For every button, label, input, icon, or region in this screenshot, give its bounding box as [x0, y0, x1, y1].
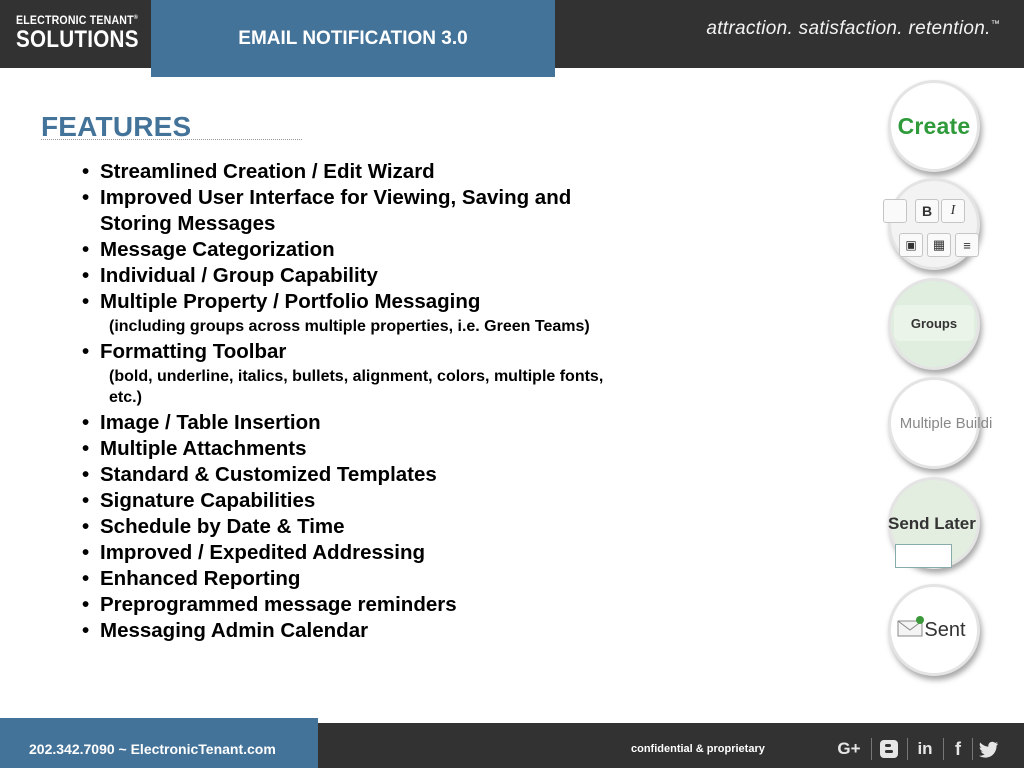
social-divider [943, 738, 944, 760]
create-thumbnail [888, 80, 980, 172]
groups-thumbnail [888, 278, 980, 370]
feature-item [82, 462, 642, 488]
bullet-icon: • [82, 567, 90, 590]
feature-sublabel: (including groups across multiple properties, i.e. Green Teams) [109, 318, 590, 335]
bullet-icon: • [82, 541, 90, 564]
feature-item [82, 488, 642, 514]
linkedin-icon[interactable]: in [917, 739, 933, 758]
sent-thumbnail [888, 584, 980, 676]
bullet-icon: • [82, 489, 90, 512]
feature-item [82, 514, 642, 540]
feature-item [82, 540, 642, 566]
bullet-icon: • [82, 437, 90, 460]
bullet-icon: • [82, 238, 90, 261]
blogger-icon[interactable] [878, 738, 900, 760]
feature-label: Enhanced Reporting [100, 567, 301, 590]
bullet-icon: • [82, 411, 90, 434]
tagline-text: attraction. satisfaction. retention. [706, 18, 991, 39]
feature-item [82, 436, 642, 462]
logo-registered-mark: ® [133, 15, 139, 21]
feature-label: Signature Capabilities [100, 489, 316, 512]
feature-label: Message Categorization [100, 238, 335, 261]
feature-item [82, 289, 642, 337]
feature-label: Image / Table Insertion [100, 411, 321, 434]
formatting-toolbar-thumbnail [888, 178, 980, 270]
social-divider [907, 738, 908, 760]
page-title: EMAIL NOTIFICATION 3.0 [238, 28, 468, 49]
trademark-mark: ™ [990, 18, 1000, 29]
feature-label: Schedule by Date & Time [100, 515, 345, 538]
feature-list [82, 159, 642, 644]
feature-item [82, 185, 642, 237]
bold-icon: B [915, 199, 939, 223]
confidential-notice: confidential & proprietary [631, 743, 765, 755]
feature-item [82, 592, 642, 618]
tagline [706, 18, 1000, 40]
title-tab-extension [151, 68, 555, 77]
feature-label: Individual / Group Capability [100, 264, 378, 287]
feature-item [82, 566, 642, 592]
groups-label: Groups [894, 305, 974, 341]
logo[interactable] [16, 12, 159, 52]
align-icon: ≡ [955, 233, 979, 257]
feature-label: Messaging Admin Calendar [100, 619, 369, 642]
feature-label: Improved / Expedited Addressing [100, 541, 426, 564]
table-icon: ▦ [927, 233, 951, 257]
bullet-icon: • [82, 264, 90, 287]
social-divider [972, 738, 973, 760]
bullet-icon: • [82, 290, 90, 313]
italic-icon: I [941, 199, 965, 223]
bullet-icon: • [82, 160, 90, 183]
feature-item [82, 410, 642, 436]
features-heading: FEATURES [41, 111, 192, 142]
bullet-icon: • [82, 593, 90, 616]
feature-item [82, 237, 642, 263]
bullet-icon: • [82, 463, 90, 486]
create-label: Create [897, 112, 971, 139]
logo-line1: ELECTRONIC TENANT [16, 14, 134, 27]
twitter-icon[interactable] [978, 738, 1000, 760]
bullet-icon: • [82, 619, 90, 642]
feature-item [82, 339, 642, 408]
heading-underline [41, 139, 302, 140]
feature-sublabel: (bold, underline, italics, bullets, alignment, colors, multiple fonts, etc.) [109, 368, 604, 406]
social-divider [871, 738, 872, 760]
bullet-icon: • [82, 515, 90, 538]
logo-line2: SOLUTIONS [16, 25, 139, 53]
contact-info[interactable]: 202.342.7090 ~ ElectronicTenant.com [29, 741, 276, 757]
feature-label: Improved User Interface for Viewing, Saving and Storing Messages [100, 186, 572, 235]
image-icon: ▣ [899, 233, 923, 257]
google-plus-icon[interactable]: G+ [837, 739, 861, 758]
send-later-label: Send Later [888, 514, 976, 533]
facebook-icon[interactable]: f [955, 738, 961, 759]
sent-label: Sent [924, 618, 966, 641]
date-field-icon [895, 544, 952, 568]
feature-label: Streamlined Creation / Edit Wizard [100, 160, 435, 183]
toolbar-edge-icon [883, 199, 907, 223]
feature-label: Multiple Attachments [100, 437, 307, 460]
send-later-thumbnail [888, 477, 980, 569]
feature-label: Formatting Toolbar [100, 340, 287, 363]
multiple-buildings-label: Multiple Buildi [899, 414, 993, 432]
multiple-buildings-thumbnail [888, 377, 993, 469]
feature-item [82, 618, 642, 644]
bullet-icon: • [82, 186, 90, 209]
feature-item [82, 159, 642, 185]
feature-label: Standard & Customized Templates [100, 463, 437, 486]
feature-label: Multiple Property / Portfolio Messaging [100, 290, 481, 313]
bullet-icon: • [82, 340, 90, 363]
feature-label: Preprogrammed message reminders [100, 593, 457, 616]
feature-item [82, 263, 642, 289]
